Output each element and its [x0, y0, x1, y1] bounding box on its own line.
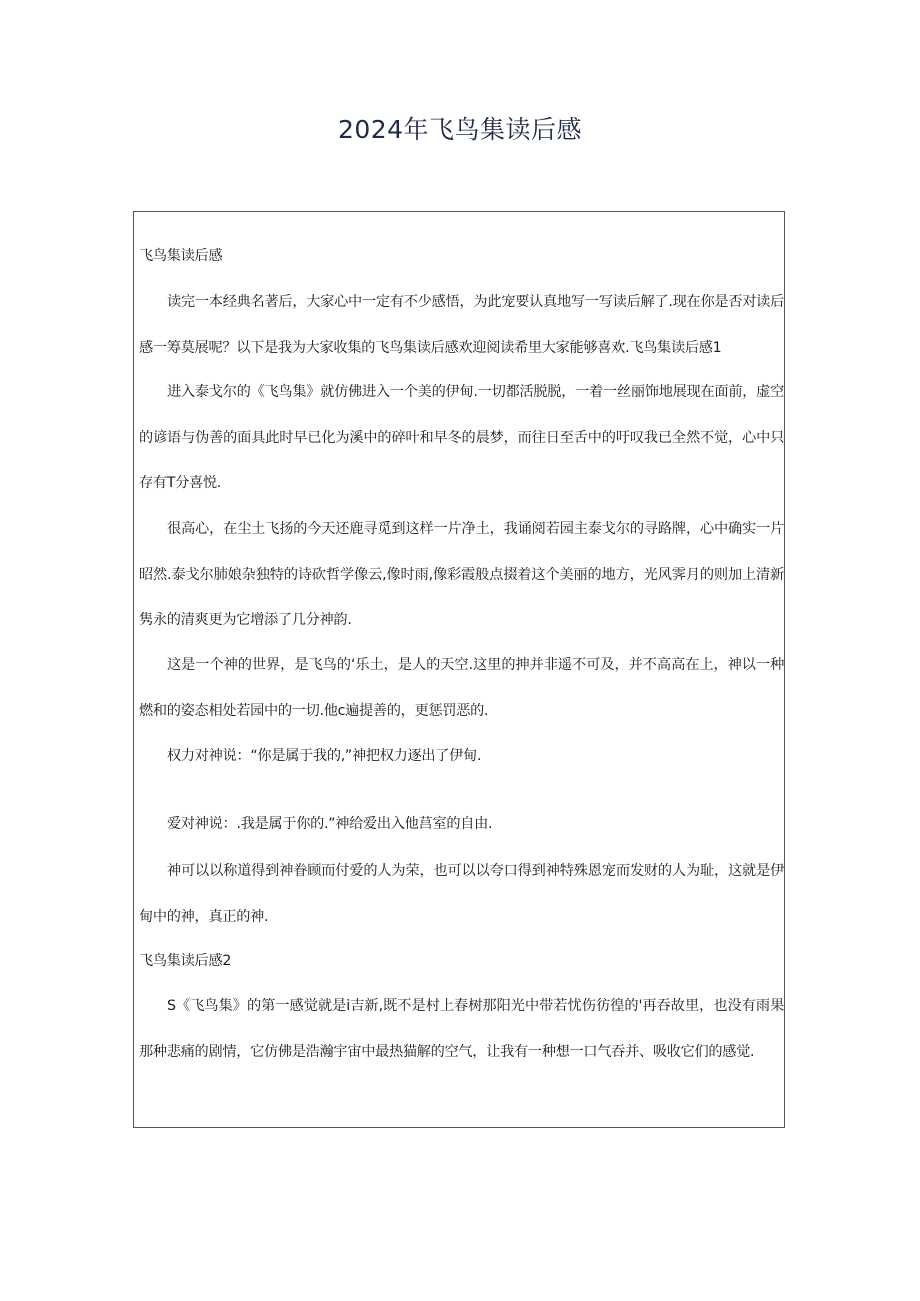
paragraph-5: 爱对神说：.我是属于你的.”神给爱出入他莒室的自由.: [167, 816, 493, 832]
section-heading-2: 飞鸟集读后感2: [139, 953, 232, 969]
paragraph-2: 很高心，在尘土飞扬的今天还鹿寻觅到这样一片净土，我诵阅若园主泰戈尔的寻路牌，心中确实一片昭然.泰戈尔肺娘杂独特的诗砍哲学像云,像时雨,像彩霞般点掇着这个美丽的地方，光风霁月的则加上清新隽永的清爽更为它增添了几分神韵.: [139, 521, 784, 628]
paragraph-7: S《飞鸟集》的第一感觉就是i吉新,既不是村上春树那阳光中带若忧伤彷徨的'再吞故里，也没有雨果那种悲痛的剧情，它仿佛是浩瀚宇宙中最热猫解的空气，让我有一种想一口气吞并、吸收它们的感觉.: [139, 998, 784, 1060]
section-heading: 飞鸟集读后感: [139, 248, 223, 264]
page-title: 2024年飞鸟集读后感: [337, 115, 583, 144]
content-box: [133, 211, 785, 1128]
paragraph-6: 神可以以称道得到神眷顾而付爱的人为荣，也可以以夸口得到神特殊恩宠而发财的人为耻，这就是伊甸中的神，真正的神.: [139, 863, 784, 925]
paragraph-1: 进入泰戈尔的《飞鸟集》就仿佛进入一个美的伊甸.一切都活脱脱，一着一丝丽饰地展现在面前，虚空的谚语与伪善的面具此时早已化为溪中的碎叶和早冬的晨梦，而往日至舌中的吁叹我已全然不觉，心中只存有T分喜悦.: [139, 384, 784, 491]
paragraph-intro: 读完一本经典名著后，大家心中一定有不少感悟，为此宠要认真地写一写读后解了.现在你是否对读后感一筹莫展呢？以下是我为大家收集的飞鸟集读后感欢迎阅读希里大家能够喜欢.飞鸟集读后感1: [139, 294, 784, 356]
paragraph-3: 这是一个神的世界，是飞鸟的‘乐土，是人的天空.这里的抻并非遥不可及，并不高高在上，神以一种燃和的姿态相处若园中的一切.他c遍提善的，更惩罚恶的.: [139, 657, 784, 719]
paragraph-4: 权力对神说：“你是属于我的,”神把权力逐出了伊甸.: [167, 748, 482, 764]
